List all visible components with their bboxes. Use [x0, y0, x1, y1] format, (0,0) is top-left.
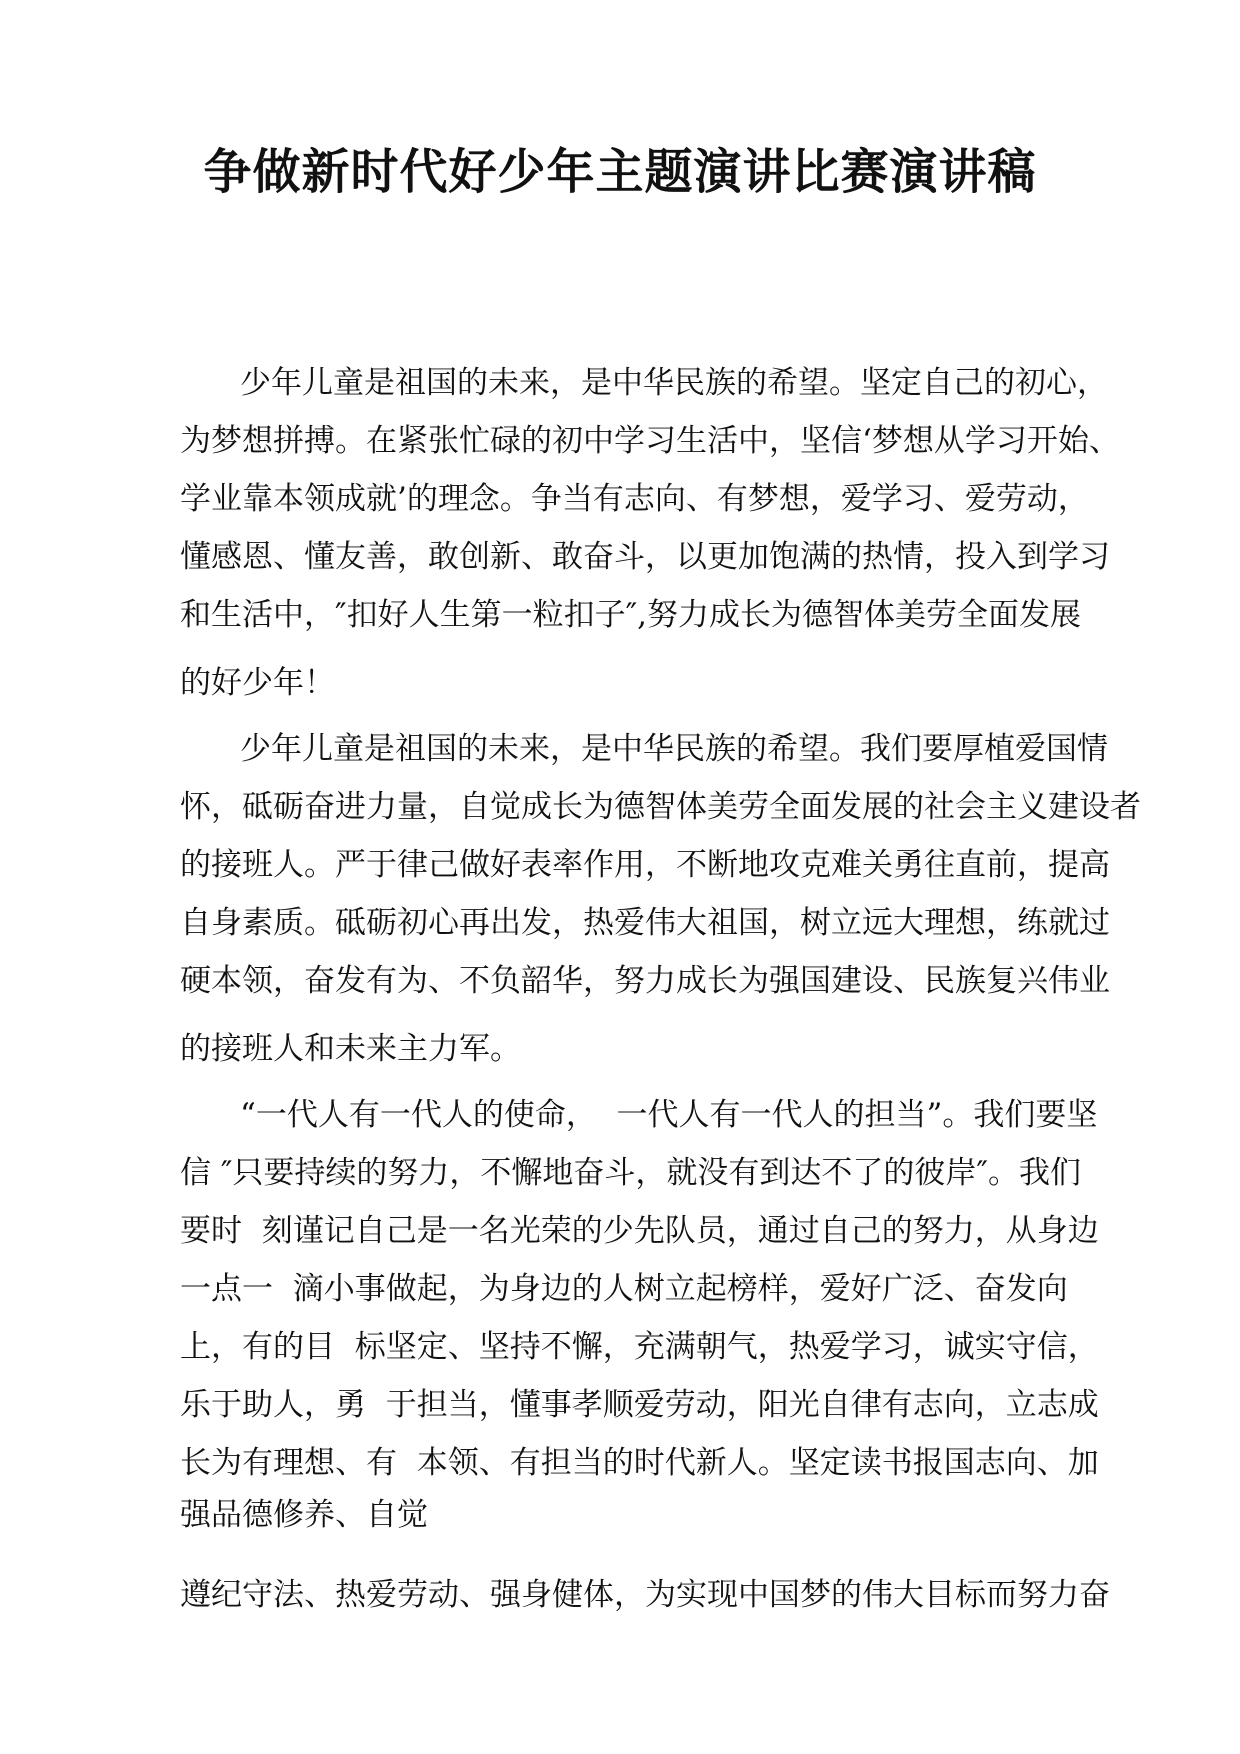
paragraph-1-line-6: 的好少年！	[180, 665, 335, 701]
paragraph-3-line-4: 一点一 滴小事做起，为身边的人树立起榜样，爱好广泛、奋发向	[180, 1271, 1068, 1307]
paragraph-2-line-4: 自身素质。砥砺初心再出发，热爱伟大祖国，树立远大理想，练就过	[180, 905, 1110, 941]
paragraph-1-line-1: 少年儿童是祖国的未来，是中华民族的希望。坚定自己的初心，	[240, 365, 1108, 401]
paragraph-4-line-1: 遵纪守法、热爱劳动、强身健体，为实现中国梦的伟大目标而努力奋	[180, 1577, 1110, 1613]
paragraph-1-line-3: 学业靠本领成就’的理念。争当有志向、有梦想，爱学习、爱劳动，	[180, 481, 1089, 517]
paragraph-1-line-4: 懂感恩、懂友善，敢创新、敢奋斗，以更加饱满的热情，投入到学习	[180, 539, 1110, 575]
paragraph-3-line-8: 强品德修养、自觉	[180, 1497, 428, 1533]
paragraph-3-line-6: 乐于助人，勇 于担当，懂事孝顺爱劳动，阳光自律有志向，立志成	[180, 1387, 1099, 1423]
paragraph-1-line-2: 为梦想拼搏。在紧张忙碌的初中学习生活中，坚信‘梦想从学习开始、	[180, 423, 1120, 459]
paragraph-3-line-1: “一代人有一代人的使命， 一代人有一代人的担当”。我们要坚	[240, 1097, 1098, 1133]
paragraph-2-line-3: 的接班人。严于律己做好表率作用，不断地攻克难关勇往直前，提高	[180, 847, 1110, 883]
document-title: 争做新时代好少年主题演讲比赛演讲稿	[203, 144, 1037, 200]
paragraph-3-line-5: 上，有的目 标坚定、坚持不懈，充满朝气，热爱学习，诚实守信，	[180, 1329, 1099, 1365]
paragraph-3-line-2: 信 ″只要持续的努力，不懈地奋斗，就没有到达不了的彼岸″。我们	[180, 1155, 1082, 1191]
paragraph-2-line-6: 的接班人和未来主力军。	[180, 1031, 521, 1067]
paragraph-3-line-3: 要时 刻谨记自己是一名光荣的少先队员，通过自己的努力，从身边	[180, 1213, 1099, 1249]
paragraph-2-line-2: 怀，砥砺奋进力量，自觉成长为德智体美劳全面发展的社会主义建设者	[180, 789, 1141, 825]
paragraph-3-line-7: 长为有理想、有 本领、有担当的时代新人。坚定读书报国志向、加	[180, 1445, 1099, 1481]
paragraph-2-line-1: 少年儿童是祖国的未来，是中华民族的希望。我们要厚植爱国情	[240, 731, 1108, 767]
paragraph-2-line-5: 硬本领，奋发有为、不负韶华，努力成长为强国建设、民族复兴伟业	[180, 963, 1110, 999]
paragraph-1-line-5: 和生活中，″扣好人生第一粒扣子″,努力成长为德智体美劳全面发展	[180, 597, 1082, 633]
